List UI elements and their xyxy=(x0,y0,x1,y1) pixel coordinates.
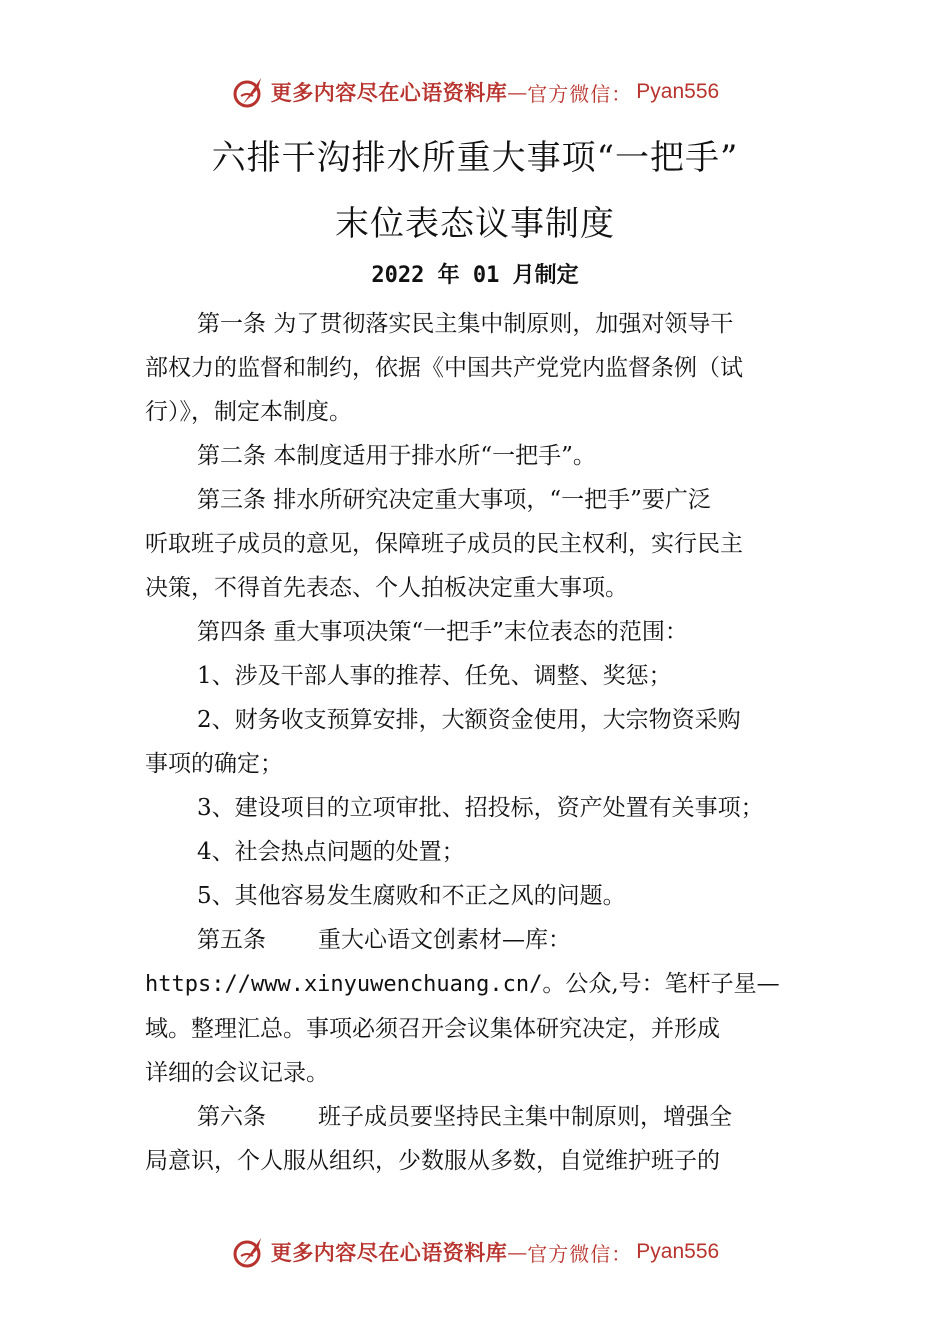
quill-logo-icon xyxy=(231,74,267,110)
website-link[interactable]: https://www.xinyuwenchuang.cn/ xyxy=(145,972,543,997)
list-item-5: 5、其他容易发生腐败和不正之风的问题。 xyxy=(197,883,626,909)
article-1-line1: 为了贯彻落实民主集中制原则，加强对领导干 xyxy=(273,311,734,337)
document-title-line2: 末位表态议事制度 xyxy=(335,204,615,244)
article-5-line2 xyxy=(145,962,810,1007)
article-5 xyxy=(145,918,810,962)
list-item-3: 3、建设项目的立项审批、招投标，资产处置有关事项； xyxy=(197,795,764,821)
article-1 xyxy=(145,302,810,346)
article-5-line2-rest: 。公众,号：笔杆子星— xyxy=(542,971,780,997)
banner-wechat-id: Pyan556 xyxy=(636,80,720,103)
article-2 xyxy=(145,434,810,478)
article-6-head: 第六条 xyxy=(197,1104,266,1130)
article-3-line2: 听取班子成员的意见，保障班子成员的民主权利，实行民主 xyxy=(145,531,743,557)
quill-logo-icon xyxy=(231,1234,267,1270)
article-4-text: 重大事项决策“一把手”末位表态的范围： xyxy=(273,619,688,645)
header-watermark-banner[interactable] xyxy=(0,72,950,112)
article-3 xyxy=(145,478,810,522)
document-body xyxy=(145,302,810,1183)
document-title-line1: 六排干沟排水所重大事项“一把手” xyxy=(211,138,739,178)
banner-wechat-id: Pyan556 xyxy=(636,1240,720,1263)
banner-separator: — xyxy=(507,1240,528,1264)
banner-wechat-label: 官方微信： xyxy=(527,81,633,106)
article-4-head: 第四条 xyxy=(197,619,266,645)
article-5-head: 第五条 xyxy=(197,927,266,953)
list-item-2: 2、财务收支预算安排，大额资金使用，大宗物资采购 xyxy=(197,707,741,733)
article-1-line3: 行）》，制定本制度。 xyxy=(145,399,352,425)
article-5-line1: 重大心语文创素材—库： xyxy=(318,927,571,953)
article-6 xyxy=(145,1095,810,1139)
article-2-head: 第二条 xyxy=(197,443,266,469)
banner-text: 更多内容尽在心语资料库 xyxy=(270,80,508,105)
article-3-line3: 决策，不得首先表态、个人拍板决定重大事项。 xyxy=(145,575,628,601)
article-5-line3: 域。整理汇总。事项必须召开会议集体研究决定，并形成 xyxy=(145,1016,720,1042)
article-5-line4: 详细的会议记录。 xyxy=(145,1060,329,1086)
article-1-line2: 部权力的监督和制约，依据《中国共产党党内监督条例（试 xyxy=(145,355,743,381)
banner-separator: — xyxy=(507,80,528,104)
document-date: 2022 年 01 月制定 xyxy=(371,263,579,288)
list-item-1: 1、涉及干部人事的推荐、任免、调整、奖惩； xyxy=(197,663,672,689)
article-3-head: 第三条 xyxy=(197,487,266,513)
article-1-head: 第一条 xyxy=(197,311,266,337)
footer-watermark-banner[interactable] xyxy=(0,1232,950,1272)
list-item-2-cont: 事项的确定； xyxy=(145,751,283,777)
banner-text: 更多内容尽在心语资料库 xyxy=(270,1240,508,1265)
article-3-line1: 排水所研究决定重大事项，“一把手”要广泛 xyxy=(273,487,711,513)
article-6-line2: 局意识，个人服从组织，少数服从多数，自觉维护班子的 xyxy=(145,1148,720,1174)
list-item-4: 4、社会热点问题的处置； xyxy=(197,839,465,865)
article-4 xyxy=(145,610,810,654)
article-6-line1: 班子成员要坚持民主集中制原则，增强全 xyxy=(318,1104,732,1130)
banner-wechat-label: 官方微信： xyxy=(527,1241,633,1266)
article-2-text: 本制度适用于排水所“一把手”。 xyxy=(273,443,596,469)
